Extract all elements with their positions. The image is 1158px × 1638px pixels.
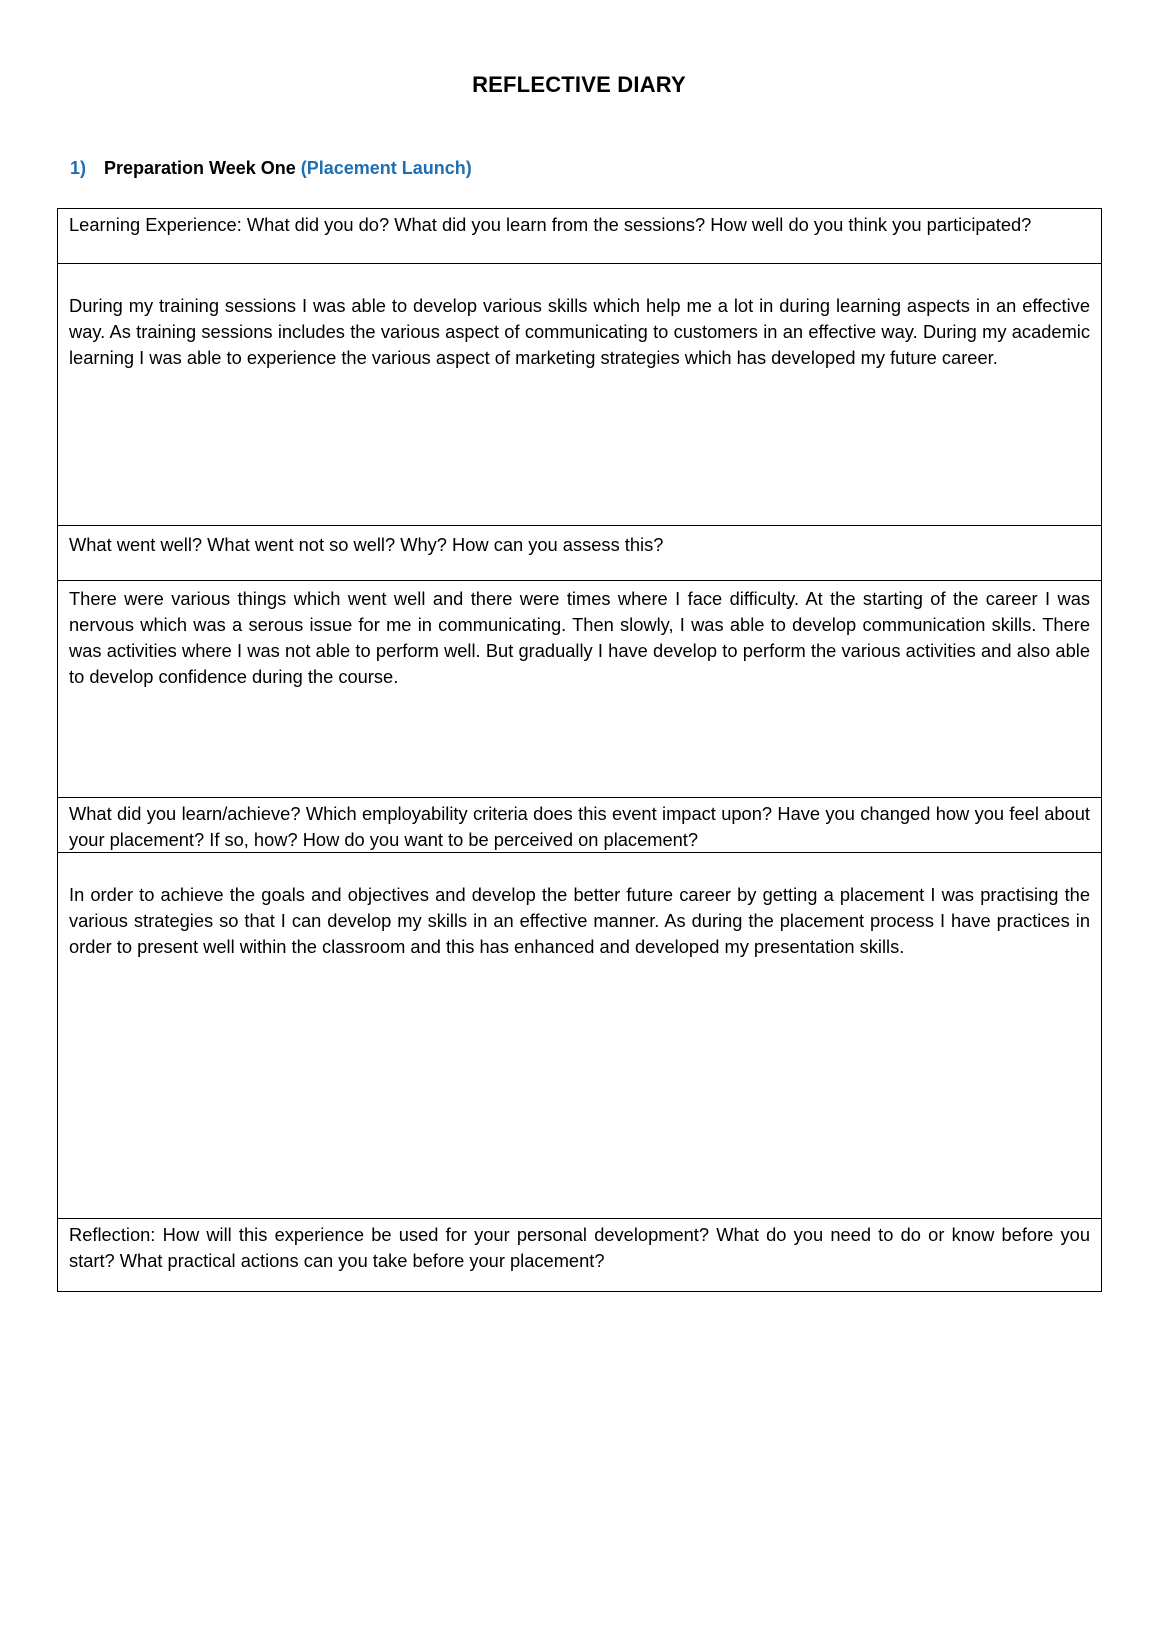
response-what-went-well[interactable]: There were various things which went well and there were times where I face difficulty. At the starting of the career I was nervous which was a serous issue for me in communicating. Then slowly, I was able to develop communication skills. There was activities where I was not able to perform well. But gradually I have develop to perform the various activities and also able to develop confidence during the course. [58, 581, 1101, 798]
section-number: 1) [70, 158, 87, 178]
prompt-what-went-well: What went well? What went not so well? Why? How can you assess this? [58, 526, 1101, 581]
response-learning-experience[interactable]: During my training sessions I was able to develop various skills which help me a lot in during learning aspects in an effective way. As training sessions includes the various aspect of communicating to customers in an effective way. During my academic learning I was able to experience the various aspect of marketing strategies which has developed my future career. [58, 264, 1101, 526]
response-learn-achieve[interactable]: In order to achieve the goals and objectives and develop the better future career by getting a placement I was practising the various strategies so that I can develop my skills in an effective manner. As during the placement process I have practices in order to present well within the classroom and this has enhanced and developed my presentation skills. [58, 853, 1101, 1219]
section-label: Preparation Week One [104, 158, 296, 178]
section-sublabel: (Placement Launch) [300, 158, 472, 178]
page-title: REFLECTIVE DIARY [472, 72, 686, 97]
section-heading [70, 158, 472, 179]
prompt-learn-achieve: What did you learn/achieve? Which employability criteria does this event impact upon? Have you changed how you feel about your placement? If so, how? How do you want to be perceived on placement? [58, 798, 1101, 853]
prompt-reflection: Reflection: How will this experience be used for your personal development? What do you need to do or know before you start? What practical actions can you take before your placement? [69, 1224, 1090, 1271]
diary-table [57, 208, 1102, 1292]
prompt-learning-experience: Learning Experience: What did you do? What did you learn from the sessions? How well do you think you participated? [58, 209, 1101, 264]
